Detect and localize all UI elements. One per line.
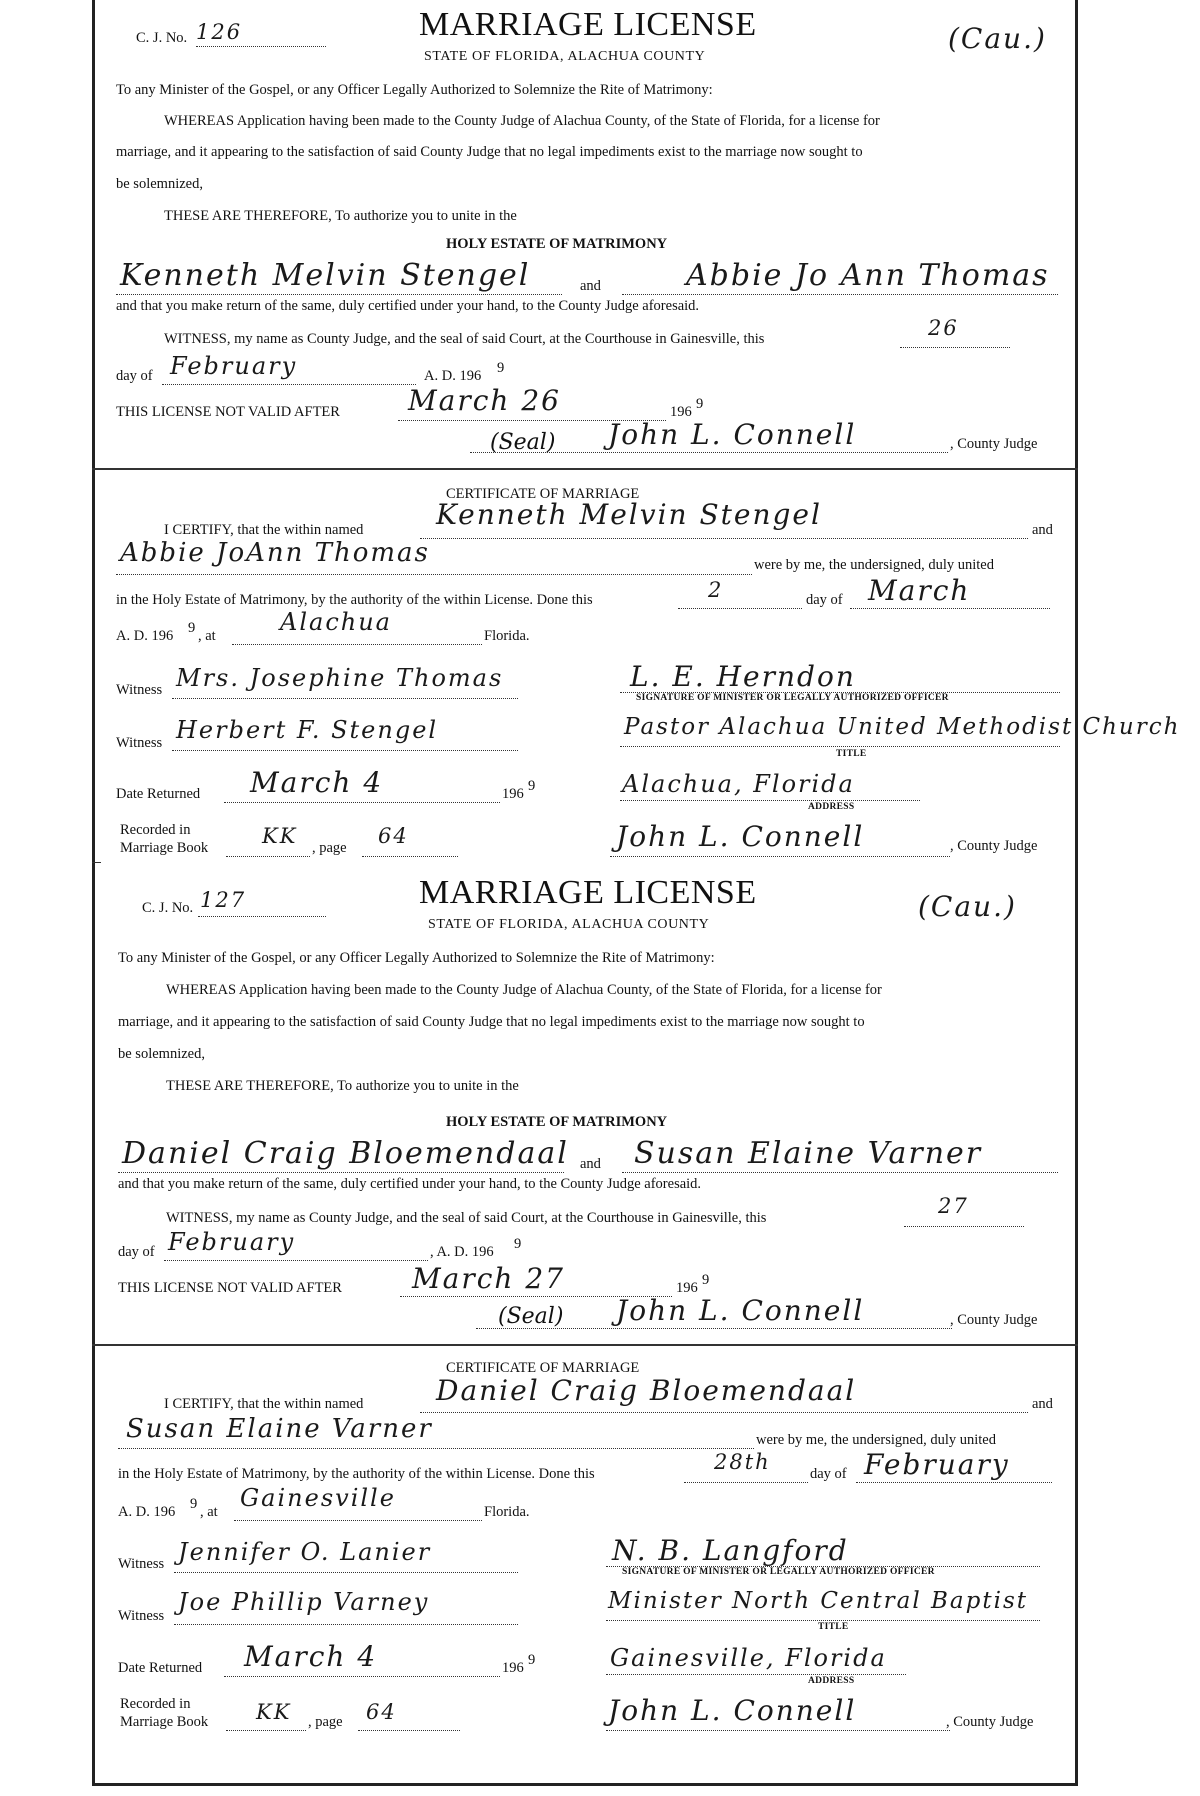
county-judge-label: , County Judge — [946, 1714, 1034, 1730]
certify-label: I CERTIFY, that the within named — [164, 1396, 364, 1412]
florida-label: Florida. — [484, 628, 530, 644]
returned-year-digit: 9 — [528, 1652, 536, 1668]
divider — [92, 1344, 1078, 1346]
marriage-book-label: Marriage Book — [120, 1714, 209, 1730]
groom-name: Daniel Craig Bloemendaal — [122, 1136, 569, 1171]
salutation: To any Minister of the Gospel, or any Officer Legally Authorized to Solemnize the Rite of Matrimony: — [118, 950, 715, 966]
witness2-label: Witness — [118, 1608, 165, 1624]
title-label: TITLE — [818, 1622, 849, 1632]
not-valid-date: March 26 — [408, 384, 561, 417]
and-label: and — [1032, 522, 1053, 538]
license-subtitle: STATE OF FLORIDA, ALACHUA COUNTY — [428, 917, 710, 932]
year-digit: 9 — [497, 360, 505, 376]
done-month: February — [864, 1448, 1010, 1481]
year-digit: 9 — [190, 1496, 198, 1512]
whereas-line-2: marriage, and it appearing to the satisfaction of said County Judge that no legal impediments exist to the marriage now sought to — [116, 144, 863, 160]
done-month: March — [868, 574, 971, 607]
witness-text: WITNESS, my name as County Judge, and the seal of said Court, at the Courthouse in Gainesville, this — [164, 331, 765, 347]
license-subtitle: STATE OF FLORIDA, ALACHUA COUNTY — [424, 49, 706, 64]
month: February — [170, 352, 298, 380]
returned-year: 196 — [502, 786, 524, 802]
judge-signature: John L. Connell — [608, 418, 857, 451]
at-label: , at — [198, 628, 216, 644]
whereas-line-3: be solemnized, — [118, 1046, 205, 1062]
united-label: were by me, the undersigned, duly united — [754, 557, 994, 573]
officer-signature-label: SIGNATURE OF MINISTER OR LEGALLY AUTHORIZED OFFICER — [622, 1567, 935, 1577]
license-title: MARRIAGE LICENSE — [419, 874, 757, 911]
witness-day: 26 — [928, 316, 959, 340]
address-label: ADDRESS — [808, 1676, 855, 1686]
judge-signature: John L. Connell — [616, 820, 865, 853]
officer-title: Pastor Alachua United Methodist Church — [624, 714, 1181, 740]
done-day: 28th — [714, 1450, 771, 1474]
judge-signature: John L. Connell — [608, 1694, 857, 1727]
address-label: ADDRESS — [808, 802, 855, 812]
therefore-text: THESE ARE THEREFORE, To authorize you to unite in the — [164, 208, 517, 224]
not-valid-label: THIS LICENSE NOT VALID AFTER — [116, 404, 340, 420]
not-valid-year-digit: 9 — [696, 396, 704, 412]
page: 64 — [366, 1700, 397, 1724]
seal: (Seal) — [498, 1304, 564, 1329]
page: 64 — [378, 824, 409, 848]
date-returned: March 4 — [250, 766, 384, 799]
title-label: TITLE — [836, 749, 867, 759]
certificate-heading: CERTIFICATE OF MARRIAGE — [446, 1360, 640, 1376]
county-judge-label: , County Judge — [950, 838, 1038, 854]
groom-name: Kenneth Melvin Stengel — [120, 258, 531, 293]
race-note: (Cau.) — [948, 22, 1047, 55]
not-valid-year: 196 — [670, 404, 692, 420]
date-returned-label: Date Returned — [116, 786, 201, 802]
not-valid-year: 196 — [676, 1280, 698, 1296]
whereas-line-2: marriage, and it appearing to the satisfaction of said County Judge that no legal impediments exist to the marriage now sought to — [118, 1014, 865, 1030]
holy-estate-heading: HOLY ESTATE OF MATRIMONY — [446, 236, 668, 252]
ad-label: A. D. 196 — [118, 1504, 176, 1520]
florida-label: Florida. — [484, 1504, 530, 1520]
witness1-label: Witness — [116, 682, 163, 698]
and-label: and — [1032, 1396, 1053, 1412]
certificate-heading: CERTIFICATE OF MARRIAGE — [446, 486, 640, 502]
whereas-line-3: be solemnized, — [116, 176, 203, 192]
and-label: and — [580, 278, 601, 294]
officer-title: Minister North Central Baptist — [608, 1588, 1028, 1614]
officer-signature-label: SIGNATURE OF MINISTER OR LEGALLY AUTHORIZED OFFICER — [636, 693, 949, 703]
therefore-text: THESE ARE THEREFORE, To authorize you to unite in the — [166, 1078, 519, 1094]
not-valid-date: March 27 — [412, 1262, 565, 1295]
divider — [92, 468, 1078, 470]
whereas-line-1: WHEREAS Application having been made to the County Judge of Alachua County, of the State of Florida, for a license for — [164, 113, 880, 129]
bride-name: Susan Elaine Varner — [126, 1414, 433, 1444]
witness1-name: Jennifer O. Lanier — [178, 1538, 432, 1566]
date-returned: March 4 — [244, 1640, 378, 1673]
witness1-name: Mrs. Josephine Thomas — [176, 664, 504, 692]
cj-label: C. J. No. — [142, 900, 194, 916]
marriage-book-label: Marriage Book — [120, 840, 209, 856]
marriage-place: Alachua — [280, 608, 392, 636]
groom-name: Kenneth Melvin Stengel — [436, 498, 822, 531]
year-digit: 9 — [514, 1236, 522, 1252]
whereas-line-1: WHEREAS Application having been made to the County Judge of Alachua County, of the State of Florida, for a license for — [166, 982, 882, 998]
day-of-label: day of — [116, 368, 153, 384]
day-of-label: day of — [806, 592, 843, 608]
date-returned-label: Date Returned — [118, 1660, 203, 1676]
return-text: and that you make return of the same, duly certified under your hand, to the County Judge aforesaid. — [116, 298, 700, 314]
officer-signature: L. E. Herndon — [630, 660, 856, 693]
cj-number: 126 — [196, 20, 243, 44]
bride-name: Susan Elaine Varner — [634, 1136, 983, 1171]
officer-signature: N. B. Langford — [612, 1534, 849, 1567]
recorded-label: Recorded in — [120, 1696, 191, 1712]
holy-text: in the Holy Estate of Matrimony, by the authority of the within License. Done this — [118, 1466, 595, 1482]
year-digit: 9 — [188, 620, 196, 636]
recorded-label: Recorded in — [120, 822, 191, 838]
salutation: To any Minister of the Gospel, or any Officer Legally Authorized to Solemnize the Rite of Matrimony: — [116, 82, 713, 98]
officer-address: Gainesville, Florida — [610, 1644, 887, 1672]
certify-label: I CERTIFY, that the within named — [164, 522, 364, 538]
cj-label: C. J. No. — [136, 30, 188, 46]
book: KK — [262, 824, 298, 848]
returned-year-digit: 9 — [528, 778, 536, 794]
marriage-place: Gainesville — [240, 1484, 396, 1512]
seal: (Seal) — [490, 430, 556, 455]
united-label: were by me, the undersigned, duly united — [756, 1432, 996, 1448]
ad-label: , A. D. 196 — [430, 1244, 494, 1260]
day-of-label: day of — [118, 1244, 155, 1260]
book: KK — [256, 1700, 292, 1724]
bride-name: Abbie JoAnn Thomas — [120, 538, 430, 568]
not-valid-label: THIS LICENSE NOT VALID AFTER — [118, 1280, 342, 1296]
page-label: , page — [308, 1714, 343, 1730]
witness2-name: Herbert F. Stengel — [176, 716, 439, 744]
and-label: and — [580, 1156, 601, 1172]
divider-tick — [92, 862, 101, 863]
race-note: (Cau.) — [918, 890, 1017, 923]
page-label: , page — [312, 840, 347, 856]
groom-name: Daniel Craig Bloemendaal — [436, 1374, 857, 1407]
witness-day: 27 — [938, 1194, 969, 1218]
county-judge-label: , County Judge — [950, 436, 1038, 452]
cj-number: 127 — [200, 888, 247, 912]
holy-estate-heading: HOLY ESTATE OF MATRIMONY — [446, 1114, 668, 1130]
done-day: 2 — [708, 578, 724, 602]
bride-name: Abbie Jo Ann Thomas — [686, 258, 1050, 293]
return-text: and that you make return of the same, duly certified under your hand, to the County Judge aforesaid. — [118, 1176, 702, 1192]
ad-label: A. D. 196 — [424, 368, 482, 384]
month: February — [168, 1228, 296, 1256]
witness1-label: Witness — [118, 1556, 165, 1572]
county-judge-label: , County Judge — [950, 1312, 1038, 1328]
day-of-label: day of — [810, 1466, 847, 1482]
returned-year: 196 — [502, 1660, 524, 1676]
license-title: MARRIAGE LICENSE — [419, 6, 757, 43]
at-label: , at — [200, 1504, 218, 1520]
witness2-name: Joe Phillip Varney — [178, 1588, 430, 1616]
judge-signature: John L. Connell — [616, 1294, 865, 1327]
ad-label: A. D. 196 — [116, 628, 174, 644]
officer-address: Alachua, Florida — [622, 770, 855, 798]
holy-text: in the Holy Estate of Matrimony, by the authority of the within License. Done this — [116, 592, 593, 608]
witness-text: WITNESS, my name as County Judge, and the seal of said Court, at the Courthouse in Gainesville, this — [166, 1210, 767, 1226]
witness2-label: Witness — [116, 735, 163, 751]
not-valid-year-digit: 9 — [702, 1272, 710, 1288]
